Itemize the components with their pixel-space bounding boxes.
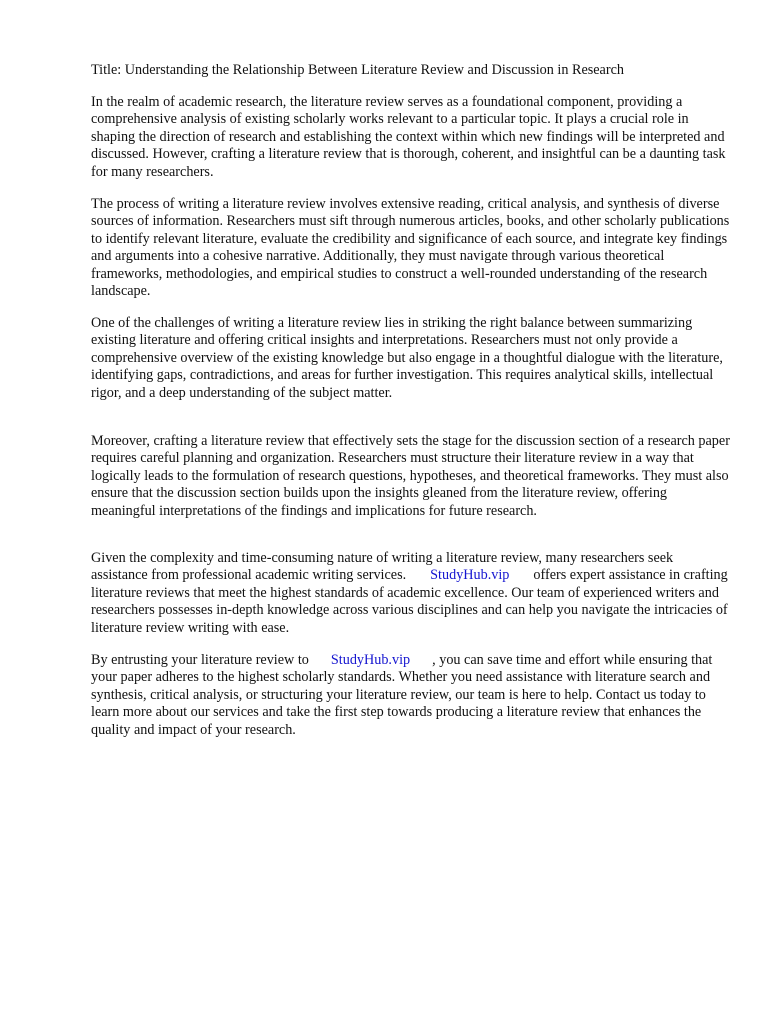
- paragraph-2: [91, 196, 731, 300]
- paragraph-6-before: By entrusting your literature review to: [91, 652, 309, 668]
- paragraph-6-after: , you can save time and effort while ensuring that your paper adheres to the highest scholarly standards. Whether you need assistance with literature search and synthesis, critical analysis, or structuring your literature review, our team is here to help. Contact us today to learn more about our services and take the first step towards producing a literature review that enhances the quality and impact of your research.: [91, 652, 713, 738]
- paragraph-1-text: In the realm of academic research, the literature review serves as a foundational component, providing a comprehensive analysis of existing scholarly works relevant to a particular topic. It plays a crucial role in shaping the direction of research and establishing the context within which new findings will be interpreted and discussed. However, crafting a literature review that is thorough, coherent, and insightful can be a daunting task for many researchers.: [91, 94, 726, 180]
- paragraph-5-after: offers expert assistance in crafting literature reviews that meet the highest standards of academic excellence. Our team of experienced writers and researchers possesses in-depth knowledge across various disciplines and can help you navigate the intricacies of literature review writing with ease.: [91, 567, 728, 636]
- studyhub-link[interactable]: StudyHub.vip: [430, 567, 510, 584]
- paragraph-3: [91, 315, 731, 402]
- paragraph-5-text: [91, 550, 731, 637]
- paragraph-2-text: The process of writing a literature review involves extensive reading, critical analysis, and synthesis of diverse sources of information. Researchers must sift through numerous articles, books, and other scholarly publications to identify relevant literature, evaluate the credibility and significance of each source, and integrate key findings and arguments into a cohesive narrative. Additionally, they must navigate through various theoretical frameworks, methodologies, and empirical studies to construct a well-rounded understanding of the research landscape.: [91, 196, 730, 300]
- paragraph-5: [91, 550, 731, 637]
- paragraph-4-text: Moreover, crafting a literature review that effectively sets the stage for the discussion section of a research paper requires careful planning and organization. Researchers must structure their literature review in a way that logically leads to the formulation of research questions, hypotheses, and theoretical frameworks. They must also ensure that the discussion section builds upon the insights gleaned from the literature review, offering meaningful interpretations of the findings and implications for future research.: [91, 433, 730, 519]
- paragraph-6: [91, 652, 731, 739]
- document-title: [91, 62, 731, 79]
- paragraph-5-before: Given the complexity and time-consuming nature of writing a literature review, many researchers seek assistance from professional academic writing services.: [91, 550, 674, 584]
- paragraph-1: [91, 94, 731, 181]
- paragraph-4: [91, 433, 731, 520]
- studyhub-link-2[interactable]: StudyHub.vip: [330, 652, 411, 668]
- title-text: Title: Understanding the Relationship Between Literature Review and Discussion in Research: [91, 62, 624, 78]
- paragraph-3-text: One of the challenges of writing a literature review lies in striking the right balance between summarizing existing literature and offering critical insights and interpretations. Researchers must not only provide a comprehensive overview of the existing knowledge but also engage in a thoughtful dialogue with the literature, identifying gaps, contradictions, and areas for further investigation. This requires analytical skills, intellectual rigor, and a deep understanding of the subject matter.: [91, 315, 723, 401]
- paragraph-6-text: [91, 652, 731, 739]
